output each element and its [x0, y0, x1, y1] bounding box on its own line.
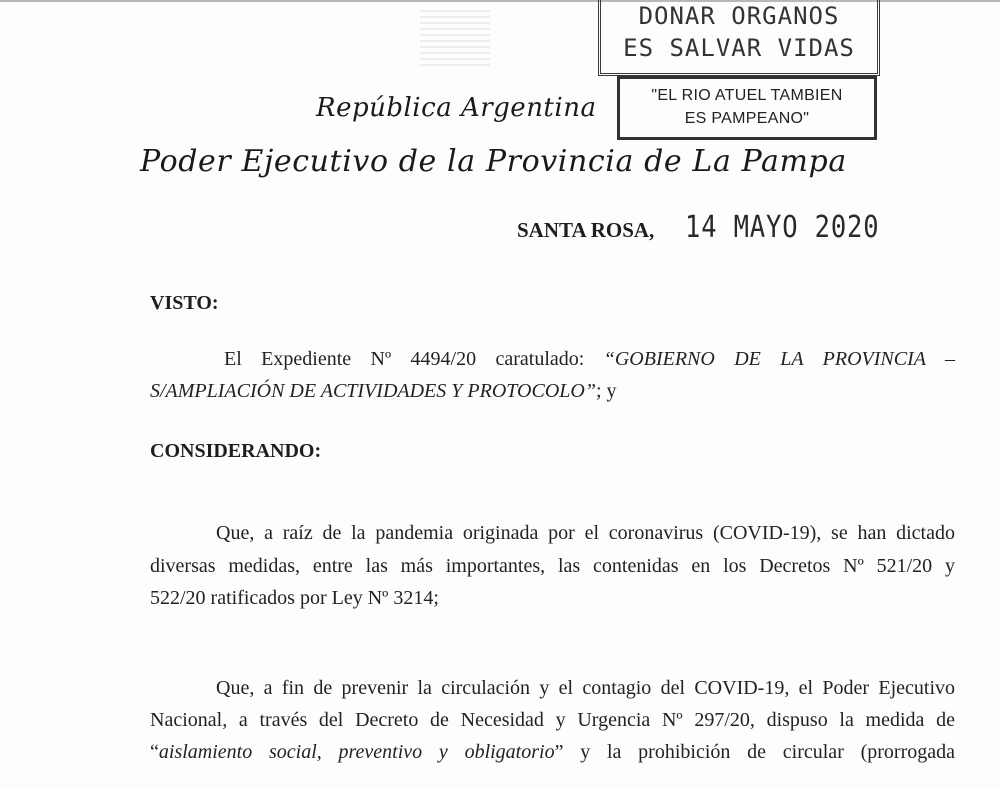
paragraph-line: 522/20 ratificados por Ley Nº 3214; [150, 587, 439, 609]
visto-paragraph [150, 343, 955, 375]
organ-donation-stamp [598, 0, 880, 76]
expediente-title: “GOBIERNO DE LA PROVINCIA – [603, 348, 955, 370]
paragraph-line: Que, a raíz de la pandemia originada por el coronavirus (COVID-19), se han dictado [216, 522, 955, 544]
scan-artifact [420, 6, 490, 66]
considerando-heading: CONSIDERANDO: [150, 440, 322, 462]
letterhead-authority: Poder Ejecutivo de la Provincia de La Pampa [140, 144, 847, 179]
rio-atuel-stamp [617, 76, 877, 140]
stamp-line: ES PAMPEANO" [684, 110, 810, 127]
paragraph-line: Nacional, a través del Decreto de Necesidad y Urgencia Nº 297/20, dispuso la medida de [150, 709, 955, 731]
paragraph-line: diversas medidas, entre las más importantes, las contenidas en los Decretos Nº 521/20 y [150, 555, 955, 577]
paragraph-line: ” y la prohibición de circular (prorrogada [554, 741, 956, 763]
place-label: SANTA ROSA, [517, 218, 655, 242]
stamp-line: "EL RIO ATUEL TAMBIEN [651, 87, 843, 104]
visto-text: El Expediente Nº 4494/20 caratulado: [224, 348, 604, 370]
expediente-title-cont: S/AMPLIACIÓN DE ACTIVIDADES Y PROTOCOLO” [150, 380, 596, 402]
stamp-line: ES SALVAR VIDAS [623, 34, 855, 62]
considerando-p1-line [150, 517, 955, 549]
considerando-p2-line [150, 736, 955, 768]
considerando-p2-line [150, 672, 955, 704]
visto-text-end: ; y [595, 380, 617, 402]
visto-heading: VISTO: [150, 292, 219, 314]
stamp-line: DONAR ORGANOS [638, 2, 840, 30]
date-stamp: 14 MAYO 2020 [685, 210, 880, 245]
letterhead-country: República Argentina [316, 93, 597, 123]
considerando-p1-line [150, 582, 955, 614]
quote-open: “ [150, 741, 159, 763]
visto-paragraph-cont [150, 375, 955, 407]
considerando-p2-line [150, 704, 955, 736]
paragraph-line: Que, a fin de prevenir la circulación y el contagio del COVID-19, el Poder Ejecutivo [216, 677, 955, 699]
aislamiento-phrase: aislamiento social, preventivo y obligatorio [158, 741, 555, 763]
considerando-p1-line [150, 550, 955, 582]
